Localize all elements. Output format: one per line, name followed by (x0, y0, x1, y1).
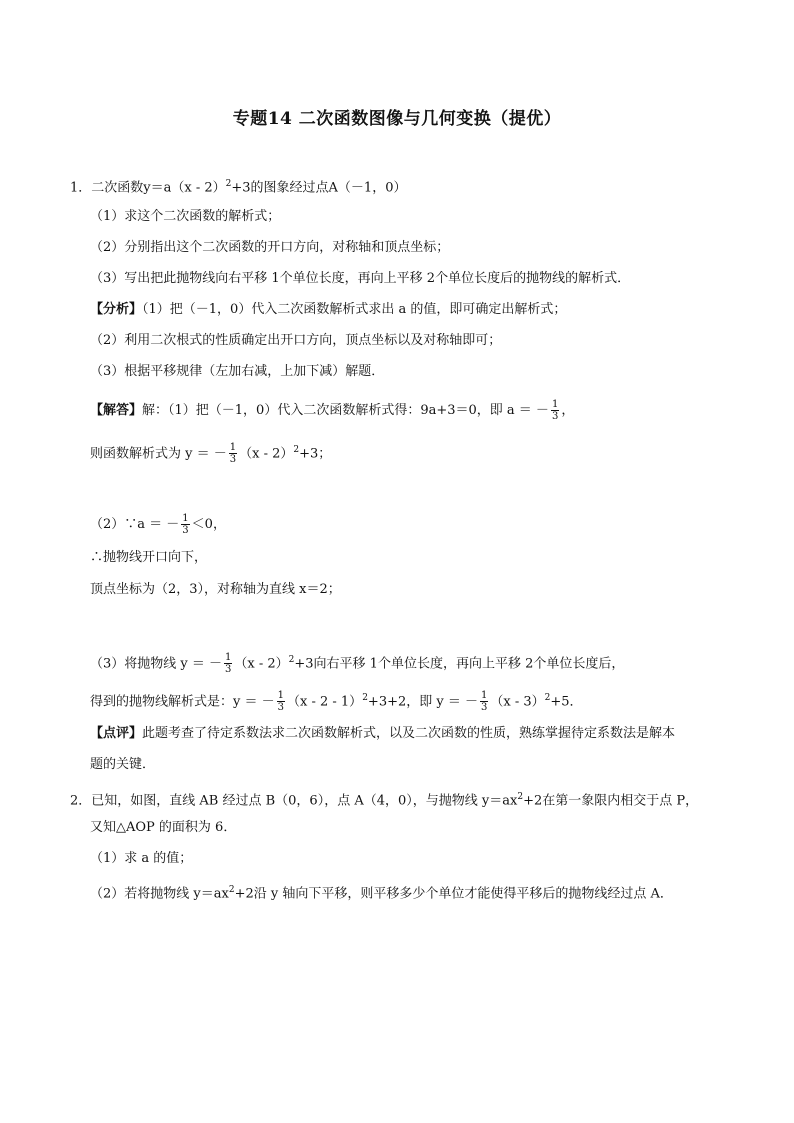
q1-part3: （3）写出把此抛物线向右平移 1个单位长度，再向上平移 2个单位长度后的抛物线的解析式． (90, 271, 631, 286)
q1-sol2-line3: 顶点坐标为（2，3），对称轴为直线 x＝2； (90, 582, 341, 597)
q1-analysis3: （3）根据平移规律（左加右减，上加下减）解题． (90, 364, 385, 379)
q2-stem1: 2．已知，如图，直线 AB 经过点 B（0，6），点 A（4，0），与抛物线 $y=ax^2+2$在第一象限内相交于点 P， (70, 792, 699, 809)
q1-sol3: （3）将抛物线 y ＝ － $\frac{1}{3}$ （x - 2）$^2$+3向右平移 1个单位长度，再向上平移 2个单位长度后， (90, 652, 625, 676)
q1-comment1: 【点评】此题考查了待定系数法求二次函数解析式，以及二次函数的性质，熟练掌握待定系数法是解本 (90, 726, 676, 741)
q1-answer2: 则函数解析式为 y ＝ － $\frac{1}{3}$ （x - 2）$^2$+3； (90, 442, 332, 466)
q2-part1: （1）求 a 的值； (90, 851, 193, 866)
fraction: $\frac{1}{3}$ (277, 690, 284, 714)
q1-sol3-result: 得到的抛物线解析式是：y ＝ － $\frac{1}{3}$ （x - 2 - 1）$^2$+3+2，即 y ＝ － $\frac{1}{3}$ （x - 3）$^2$+5． (90, 690, 583, 714)
q1-comment2: 题的关键． (90, 757, 156, 772)
q1-part1: （1）求这个二次函数的解析式； (90, 209, 281, 224)
q1-analysis2: （2）利用二次根式的性质确定出开口方向，顶点坐标以及对称轴即可； (90, 333, 502, 348)
q1-analysis1: 【分析】（1）把（－1，0）代入二次函数解析式求出 a 的值，即可确定出解析式； (90, 302, 567, 317)
fraction: $\frac{1}{3}$ (551, 399, 559, 422)
q2-stem2: 又知△AOP 的面积为 6． (90, 820, 237, 835)
fraction: $\frac{1}{3}$ (229, 442, 237, 466)
q1-answer1: 【解答】解：（1）把（－1，0）代入二次函数解析式得：9a+3＝0，即 a ＝ － $\frac{1}{3}$ ， (90, 399, 575, 422)
fraction: $\frac{1}{3}$ (481, 690, 488, 714)
q1-part2: （2）分别指出这个二次函数的开口方向，对称轴和顶点坐标； (90, 240, 450, 255)
page-title: 专题14 二次函数图像与几何变换（提优） (232, 109, 562, 129)
fraction: $\frac{1}{3}$ (225, 652, 232, 676)
q1-sol2-line2: ∴抛物线开口向下， (90, 550, 208, 565)
q2-part2: （2）若将抛物线 $y=ax^2+2$沿 y 轴向下平移，则平移多少个单位才能使得平移后的抛物线经过点 A． (90, 885, 673, 902)
fraction: $\frac{1}{3}$ (182, 513, 189, 536)
q1-sol2: （2）∵a ＝ － $\frac{1}{3}$ ＜0， (90, 513, 226, 536)
q1-stem: 1．二次函数y＝a（x - 2）$^2$+3的图象经过点A（－1，0） (70, 179, 407, 196)
